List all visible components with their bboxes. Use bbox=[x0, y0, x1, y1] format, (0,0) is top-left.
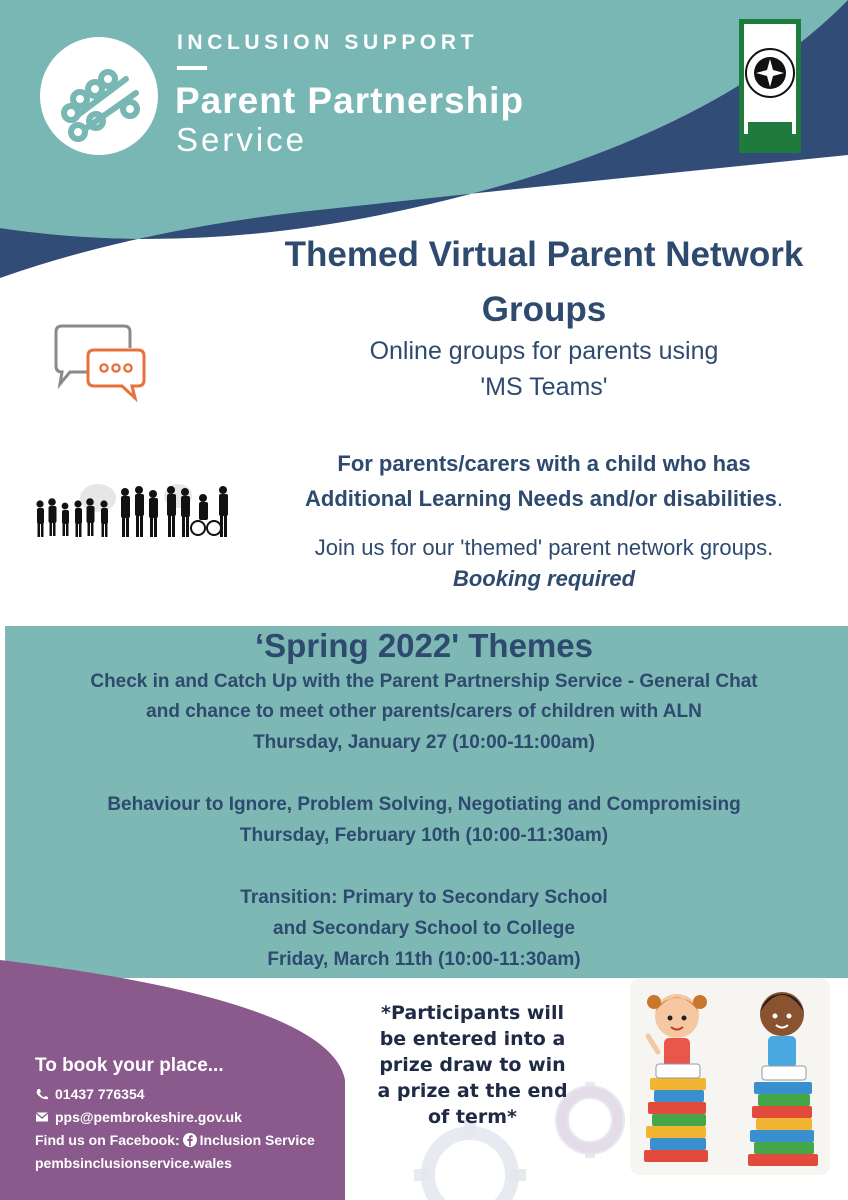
prize-line-2: be entered into a bbox=[379, 1028, 566, 1050]
booking-notice: Booking required bbox=[452, 566, 636, 591]
email-icon bbox=[35, 1111, 49, 1123]
chat-bubbles-icon bbox=[52, 322, 147, 402]
brand-logo bbox=[40, 37, 158, 155]
theme-1-date: Thursday, January 27 (10:00-11:00am) bbox=[253, 732, 595, 753]
audience-line-2-text: Additional Learning Needs and/or disabilities bbox=[305, 486, 777, 511]
theme-1-title-line-1: Check in and Catch Up with the Parent Partnership Service - General Chat bbox=[90, 671, 758, 692]
theme-1-title-line-2: and chance to meet other parents/carers of children with ALN bbox=[146, 701, 702, 722]
website-link[interactable]: pembsinclusionservice.wales bbox=[35, 1155, 232, 1171]
crowd-silhouette-icon bbox=[28, 470, 243, 540]
email-link[interactable]: pps@pembrokeshire.gov.uk bbox=[55, 1109, 242, 1125]
theme-3-date: Friday, March 11th (10:00-11:30am) bbox=[267, 949, 581, 970]
facebook-prefix: Find us on Facebook: bbox=[35, 1132, 180, 1148]
header-kicker: INCLUSION SUPPORT bbox=[177, 31, 479, 54]
subtitle-line-1: Online groups for parents using bbox=[369, 337, 719, 365]
header-divider bbox=[177, 66, 207, 70]
theme-3-title-line-2: and Secondary School to College bbox=[273, 918, 575, 939]
prize-line-1: *Participants will bbox=[381, 1002, 564, 1024]
themes-heading: ‘Spring 2022' Themes bbox=[255, 627, 593, 664]
council-crest-icon bbox=[738, 18, 802, 154]
email-row bbox=[35, 1109, 242, 1125]
facebook-icon bbox=[183, 1133, 197, 1147]
audience-line-1: For parents/carers with a child who has bbox=[337, 451, 751, 476]
theme-2-date: Thursday, February 10th (10:00-11:30am) bbox=[239, 825, 609, 846]
theme-3-title-line-1: Transition: Primary to Secondary School bbox=[240, 887, 608, 908]
audience-period: . bbox=[776, 486, 783, 511]
join-text: Join us for our 'themed' parent network groups. bbox=[314, 535, 774, 560]
subtitle-line-2: 'MS Teams' bbox=[480, 373, 608, 401]
page-title: Themed Virtual Parent Network Groups bbox=[284, 235, 804, 329]
facebook-page-link[interactable]: Inclusion Service bbox=[199, 1132, 315, 1148]
facebook-row bbox=[35, 1132, 315, 1148]
audience-statement bbox=[240, 446, 848, 516]
event-subtitle bbox=[240, 333, 848, 405]
booking-heading: To book your place... bbox=[35, 1055, 224, 1076]
phone-row bbox=[35, 1086, 145, 1102]
prize-line-5: of term* bbox=[427, 1106, 517, 1128]
children-reading-illustration bbox=[630, 978, 830, 1175]
audience-line-2 bbox=[240, 481, 848, 516]
prize-line-4: a prize at the end bbox=[377, 1080, 568, 1102]
phone-icon bbox=[35, 1088, 49, 1100]
prize-line-3: prize draw to win bbox=[379, 1054, 566, 1076]
logo-chain-icon bbox=[40, 37, 158, 155]
phone-number[interactable]: 01437 776354 bbox=[55, 1086, 145, 1102]
brand-subtitle: Service bbox=[176, 121, 308, 158]
theme-2-title: Behaviour to Ignore, Problem Solving, Negotiating and Compromising bbox=[107, 794, 741, 815]
prize-draw-notice bbox=[360, 1000, 585, 1130]
brand-title: Parent Partnership bbox=[175, 80, 525, 121]
